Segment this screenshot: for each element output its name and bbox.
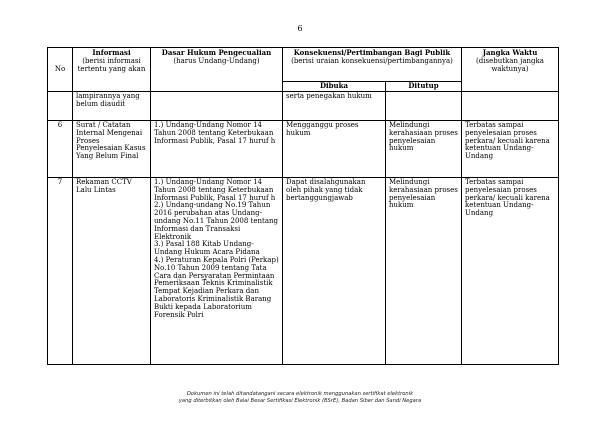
cell-jangka-waktu: Terbatas sampai penyelesaian proses perkara/ kecuali karena ketentuan Undang- Undang [462, 178, 559, 365]
header-dasar-hukum-title: Dasar Hukum Pengecualian [161, 48, 272, 57]
cell-informasi: lampirannya yang belum diaudit [73, 92, 151, 121]
signature-footer [0, 391, 600, 404]
header-informasi-title: Informasi [92, 48, 131, 57]
cell-dasar-hukum: 1.) Undang-Undang Nomor 14 Tahun 2008 tentang Keterbukaan Informasi Publik, Pasal 17 huruf h [151, 121, 283, 178]
cell-dibuka: Mengganggu proses hukum [283, 121, 386, 178]
cell-no: 7 [48, 178, 73, 365]
cell-no: 6 [48, 121, 73, 178]
cell-informasi: Rekaman CCTV Lalu Lintas [73, 178, 151, 365]
header-konsekuensi [283, 48, 462, 82]
cell-jangka-waktu: Terbatas sampai penyelesaian proses perkara/ kecuali karena ketentuan Undang- Undang [462, 121, 559, 178]
header-jangka-waktu-subtitle: (disebutkan jangka waktunya) [476, 56, 544, 73]
header-dasar-hukum [151, 48, 283, 92]
cell-ditutup: Melindungi kerahasiaan proses penyelesaian hukum [386, 178, 462, 365]
header-no: No [48, 48, 73, 92]
cell-dibuka: Dapat disalahgunakan oleh pihak yang tidak bertanggungjawab [283, 178, 386, 365]
cell-informasi: Surat / Catatan Internal Mengenai Proses Penyelesaian Kasus Yang Belum Final [73, 121, 151, 178]
cell-dasar-hukum [151, 92, 283, 121]
cell-no [48, 92, 73, 121]
header-dasar-hukum-subtitle: (harus Undang-Undang) [173, 56, 260, 65]
table-row [48, 92, 559, 121]
header-ditutup: Ditutup [386, 82, 462, 92]
header-informasi-subtitle: (berisi informasi tertentu yang akan [77, 56, 146, 73]
table-row [48, 121, 559, 178]
header-konsekuensi-subtitle: (berisi uraian konsekuensi/pertimbangannya) [291, 56, 453, 65]
cell-jangka-waktu [462, 92, 559, 121]
page-number: 6 [297, 24, 303, 33]
exception-table [47, 47, 559, 365]
header-dibuka: Dibuka [283, 82, 386, 92]
footer-line-2: yang diterbitkan oleh Balai Besar Sertifikasi Elektronik (BSrE), Badan Siber dan Sandi Negara [178, 397, 422, 404]
table-row [48, 178, 559, 365]
header-jangka-waktu [462, 48, 559, 92]
header-konsekuensi-title: Konsekuensi/Pertimbangan Bagi Publik [293, 48, 451, 57]
header-informasi [73, 48, 151, 92]
cell-ditutup [386, 92, 462, 121]
header-jangka-waktu-title: Jangka Waktu [482, 48, 538, 57]
footer-line-1: Dokumen ini telah ditandatangani secara elektronik menggunakan sertifikat elektronik [186, 391, 414, 397]
cell-ditutup: Melindungi kerahasiaan proses penyelesaian hukum [386, 121, 462, 178]
cell-dasar-hukum: 1.) Undang-Undang Nomor 14 Tahun 2008 tentang Keterbukaan Informasi Publik, Pasal 17 huruf h 2.) Undang-undang No.19 Tahun 2016 perubahan atas Undang-undang No.11 Tahun 2008 tentang Informasi dan Transaksi Elektronik 3.) Pasal 188 Kitab Undang-Undang Hukum Acara Pidana 4.) Peraturan Kepala Polri (Perkap) No.10 Tahun 2009 tentang Tata Cara dan Persyaratan Permintaan Pemeriksaan Teknis Kriminalistik Tempat Kejadian Perkara dan Laboratoris Kriminalistik Barang Bukti kepada Laboratorium Forensik Polri [151, 178, 283, 365]
cell-dibuka: serta penegakan hukum [283, 92, 386, 121]
